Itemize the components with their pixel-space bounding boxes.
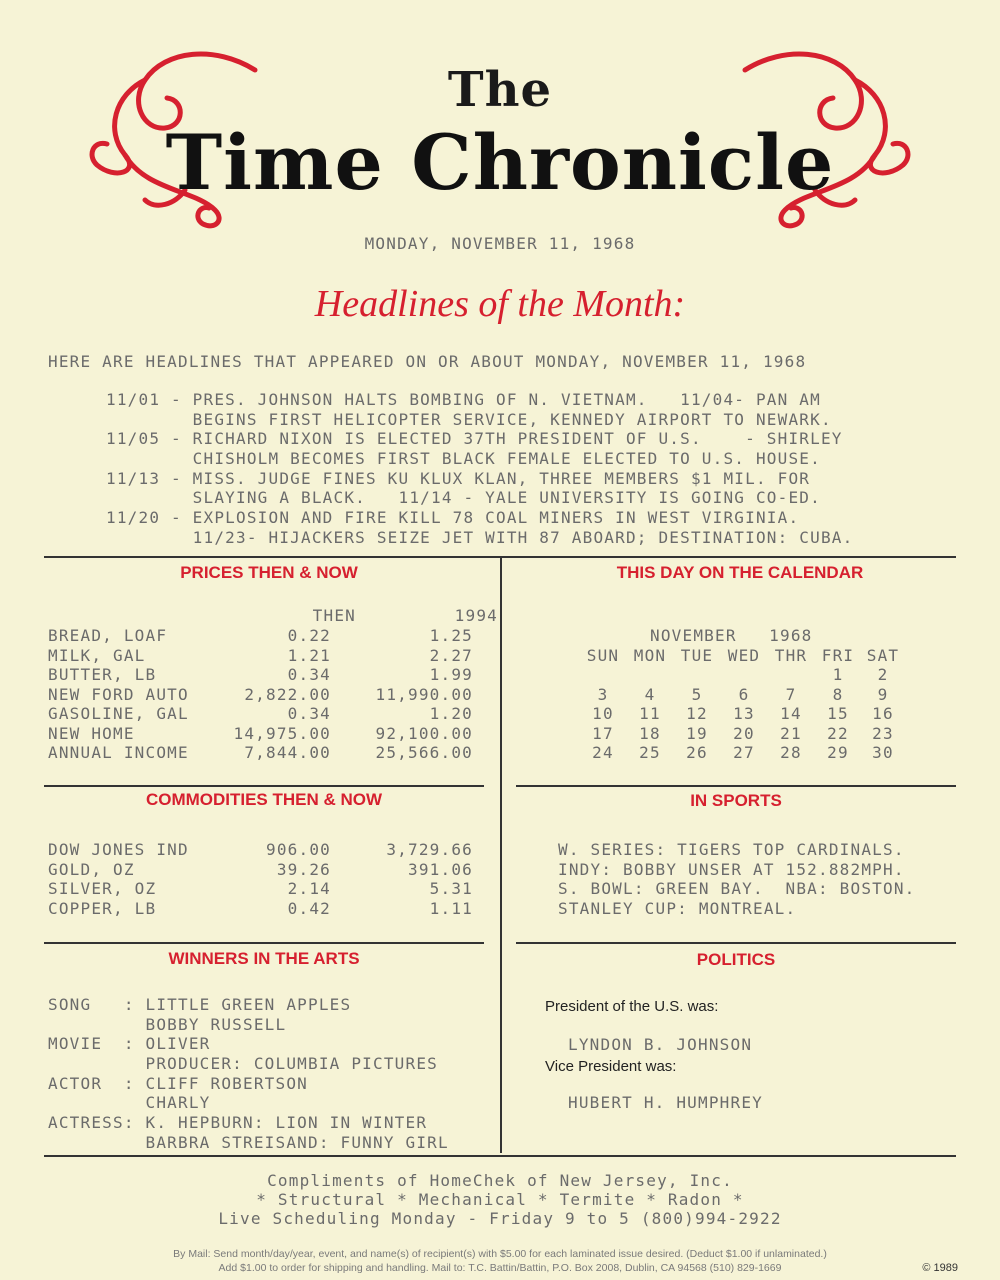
calendar-date: 9 (877, 684, 889, 704)
masthead-title: Time Chronicle (165, 118, 835, 207)
calendar-date: 7 (785, 684, 797, 704)
prices-item: GASOLINE, GAL (48, 704, 189, 723)
prices-item: ANNUAL INCOME (48, 743, 189, 762)
calendar-date: 15 (827, 704, 849, 724)
calendar-date: 13 (733, 704, 755, 724)
rule-center (500, 556, 502, 1153)
calendar-date: 8 (832, 684, 844, 704)
footer-compliments: Compliments of HomeChek of New Jersey, Inc. (267, 1171, 733, 1190)
calendar-date: 3 (597, 684, 609, 704)
arts-line: SONG : LITTLE GREEN APPLES (48, 995, 352, 1014)
calendar-day-header: SUN (586, 646, 620, 665)
arts-line: ACTRESS: K. HEPBURN: LION IN WINTER (48, 1113, 428, 1133)
commodities-row (48, 899, 478, 919)
calendar-date: 19 (686, 723, 708, 743)
commodity-now: 5.31 (429, 879, 473, 898)
prices-item: BREAD, LOAF (48, 626, 168, 645)
rule-bottom (44, 1155, 956, 1157)
prices-now: 11,990.00 (375, 684, 473, 704)
prices-then: 1.21 (287, 645, 331, 665)
prices-then: 0.34 (287, 704, 331, 723)
calendar-date: 12 (686, 704, 708, 724)
prices-then: 0.34 (287, 665, 331, 684)
rule-right-mid1 (516, 785, 956, 787)
footer-schedule: Live Scheduling Monday - Friday 9 to 5 (800)994-2922 (218, 1209, 782, 1228)
calendar-day-header: FRI (821, 646, 855, 665)
calendar-date: 16 (872, 704, 894, 724)
calendar-date: 23 (872, 723, 894, 743)
prices-row (48, 743, 478, 763)
headline-line: 11/20 - EXPLOSION AND FIRE KILL 78 COAL MINERS IN WEST VIRGINIA. (106, 508, 800, 528)
commodities-title: COMMODITIES THEN & NOW (145, 790, 383, 809)
commodity-now: 3,729.66 (386, 840, 473, 859)
calendar-day-header: SAT (866, 646, 900, 665)
headline-line: 11/13 - MISS. JUDGE FINES KU KLUX KLAN, THREE MEMBERS $1 MIL. FOR (106, 468, 811, 488)
arts-line: BOBBY RUSSELL (48, 1014, 287, 1034)
calendar-date: 4 (644, 684, 656, 704)
calendar-day-header: MON (633, 646, 667, 665)
calendar-month: NOVEMBER 1968 (650, 626, 813, 645)
headline-line: 11/05 - RICHARD NIXON IS ELECTED 37TH PRESIDENT OF U.S. - SHIRLEY (106, 429, 843, 449)
arts-line: BARBRA STREISAND: FUNNY GIRL (48, 1132, 449, 1152)
prices-item: NEW FORD AUTO (48, 684, 189, 704)
sports-line: INDY: BOBBY UNSER AT 152.882MPH. (558, 859, 905, 879)
calendar-date: 2 (877, 665, 889, 684)
sports-list (558, 840, 915, 919)
commodity-then: 2.14 (287, 879, 331, 898)
footer-shipping-info: Add $1.00 to order for shipping and handling. Mail to: T.C. Battin/Battin, P.O. Box 2008, Dublin, CA 94568 (510) 829-1669 (218, 1262, 782, 1274)
prices-col-now: 1994 (454, 606, 498, 625)
commodities-row (48, 879, 478, 899)
prices-now: 2.27 (429, 645, 473, 665)
calendar-date: 18 (639, 723, 661, 743)
prices-now: 25,566.00 (375, 743, 473, 762)
prices-row (48, 646, 478, 666)
calendar-date: 6 (738, 684, 750, 704)
calendar-title: THIS DAY ON THE CALENDAR (616, 563, 864, 582)
vp-name: HUBERT H. HUMPHREY (568, 1093, 763, 1112)
rule-left-mid1 (44, 785, 484, 787)
prices-now: 92,100.00 (375, 723, 473, 743)
prices-row (48, 724, 478, 744)
calendar-date: 25 (639, 743, 661, 763)
prices-now: 1.99 (429, 665, 473, 684)
president-label: President of the U.S. was: (545, 998, 719, 1015)
prices-then: 2,822.00 (244, 684, 331, 704)
commodity-item: DOW JONES IND (48, 840, 189, 859)
headline-line: 11/23- HIJACKERS SEIZE JET WITH 87 ABOARD; DESTINATION: CUBA. (106, 527, 854, 547)
prices-header (48, 606, 498, 626)
arts-line: PRODUCER: COLUMBIA PICTURES (48, 1054, 438, 1074)
prices-item: MILK, GAL (48, 645, 146, 665)
sports-line: S. BOWL: GREEN BAY. NBA: BOSTON. (558, 879, 916, 899)
rule-left-mid2 (44, 942, 484, 944)
arts-line: CHARLY (48, 1093, 211, 1113)
calendar-date: 30 (872, 743, 894, 763)
calendar-day-header: TUE (680, 646, 714, 665)
sports-title: IN SPORTS (690, 791, 782, 810)
footer-mail-info: By Mail: Send month/day/year, event, and name(s) of recipient(s) with $5.00 for each laminated issue desired. (Deduct $1.00 if unlaminated.) (173, 1248, 827, 1260)
copyright: © 1989 (922, 1262, 958, 1274)
sports-line: W. SERIES: TIGERS TOP CARDINALS. (558, 840, 905, 859)
calendar-day-header: THR (774, 646, 808, 665)
calendar-date: 10 (592, 704, 614, 724)
footer-services: * Structural * Mechanical * Termite * Radon * (256, 1190, 744, 1209)
calendar-day-header: WED (727, 646, 761, 665)
prices-title: PRICES THEN & NOW (180, 563, 358, 582)
prices-row (48, 685, 478, 705)
rule-right-mid2 (516, 942, 956, 944)
headline-line: 11/01 - PRES. JOHNSON HALTS BOMBING OF N. VIETNAM. 11/04- PAN AM (106, 390, 821, 409)
commodity-then: 906.00 (266, 840, 331, 859)
headline-line: SLAYING A BLACK. 11/14 - YALE UNIVERSITY IS GOING CO-ED. (106, 488, 821, 508)
calendar-date: 11 (639, 704, 661, 724)
prices-now: 1.25 (429, 626, 473, 645)
vp-label: Vice President was: (545, 1058, 677, 1075)
prices-then: 14,975.00 (233, 723, 331, 743)
commodity-item: SILVER, OZ (48, 879, 157, 898)
headline-line: CHISHOLM BECOMES FIRST BLACK FEMALE ELECTED TO U.S. HOUSE. (106, 449, 821, 469)
prices-col-then: THEN (312, 606, 356, 625)
prices-item: NEW HOME (48, 723, 135, 743)
commodity-now: 391.06 (408, 859, 473, 879)
commodity-item: GOLD, OZ (48, 859, 135, 879)
politics-title: POLITICS (696, 950, 776, 969)
calendar-date: 21 (780, 723, 802, 743)
arts-title: WINNERS IN THE ARTS (168, 949, 360, 968)
commodity-now: 1.11 (429, 898, 473, 918)
president-name: LYNDON B. JOHNSON (568, 1035, 753, 1054)
calendar-date: 28 (780, 743, 802, 763)
calendar-date: 5 (691, 684, 703, 704)
arts-line: ACTOR : CLIFF ROBERTSON (48, 1073, 308, 1093)
prices-row (48, 704, 478, 724)
calendar-date: 29 (827, 743, 849, 763)
date-line: MONDAY, NOVEMBER 11, 1968 (364, 234, 636, 253)
headlines-list (106, 390, 853, 548)
prices-then: 0.22 (287, 626, 331, 645)
headlines-title: Headlines of the Month: (314, 283, 686, 325)
calendar-date: 26 (686, 743, 708, 763)
calendar-date: 20 (733, 723, 755, 743)
sports-line: STANLEY CUP: MONTREAL. (558, 899, 797, 919)
calendar-date: 14 (780, 704, 802, 724)
calendar-date: 17 (592, 723, 614, 743)
prices-now: 1.20 (429, 704, 473, 723)
commodity-then: 39.26 (276, 859, 331, 879)
prices-row (48, 665, 478, 685)
calendar-date: 27 (733, 743, 755, 763)
commodities-row (48, 860, 478, 880)
calendar-date: 24 (592, 743, 614, 763)
prices-then: 7,844.00 (244, 743, 331, 762)
prices-item: BUTTER, LB (48, 665, 157, 684)
commodity-then: 0.42 (287, 898, 331, 918)
commodities-row (48, 840, 478, 860)
commodity-item: COPPER, LB (48, 898, 157, 918)
arts-list (48, 995, 449, 1153)
masthead-the: The (447, 62, 553, 118)
headlines-intro: HERE ARE HEADLINES THAT APPEARED ON OR ABOUT MONDAY, NOVEMBER 11, 1968 (48, 352, 807, 371)
headline-line: BEGINS FIRST HELICOPTER SERVICE, KENNEDY AIRPORT TO NEWARK. (106, 409, 832, 429)
arts-line: MOVIE : OLIVER (48, 1034, 211, 1054)
prices-row (48, 626, 478, 646)
calendar-date: 1 (832, 665, 844, 684)
calendar-date: 22 (827, 723, 849, 743)
